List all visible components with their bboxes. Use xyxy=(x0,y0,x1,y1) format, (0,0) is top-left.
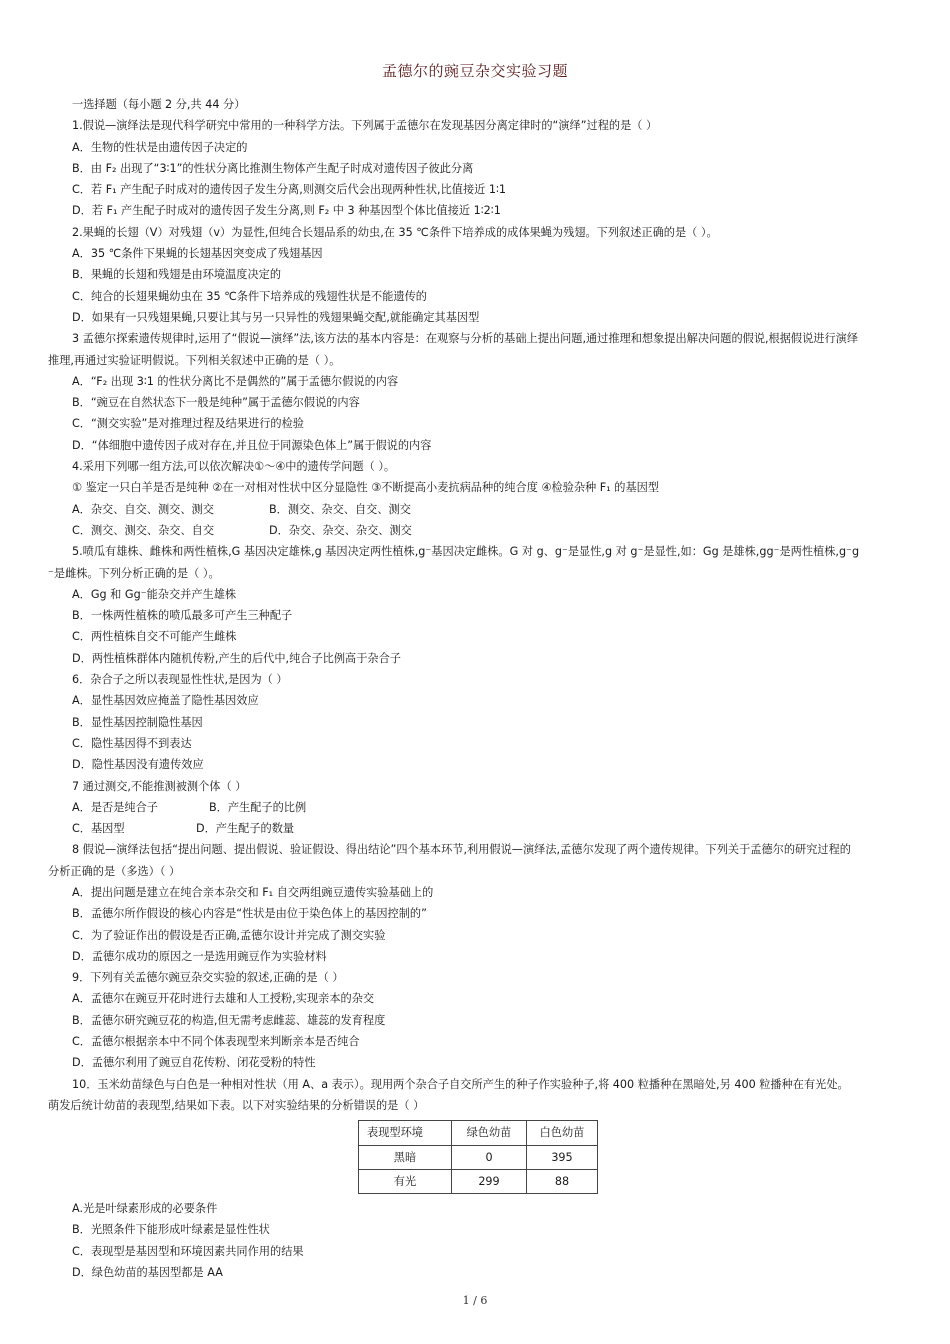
results-table xyxy=(358,1120,598,1194)
question-9-option-a: A．孟德尔在豌豆开花时进行去雄和人工授粉,实现亲本的杂交 xyxy=(72,992,375,1006)
question-6-option-a: A．显性基因效应掩盖了隐性基因效应 xyxy=(72,694,259,708)
question-7-option-a: A．是否是纯合子 xyxy=(72,800,158,814)
question-8-option-c: C．为了验证作出的假设是否正确,孟德尔设计并完成了测交实验 xyxy=(72,928,386,942)
question-4-stem: 4.采用下列哪一组方法,可以依次解决①～④中的遗传学问题（ ）。 xyxy=(72,460,396,474)
table-cell: 黑暗 xyxy=(359,1145,452,1169)
question-8-option-d: D．孟德尔成功的原因之一是选用豌豆作为实验材料 xyxy=(72,949,327,963)
question-6-option-d: D．隐性基因没有遗传效应 xyxy=(72,758,204,772)
question-6-option-c: C．隐性基因得不到表达 xyxy=(72,736,192,750)
question-10-stem-line-1: 10．玉米幼苗绿色与白色是一种相对性状（用 A、a 表示）。现用两个杂合子自交所产生的种子作实验种子,将 400 粒播种在黑暗处,另 400 粒播种在有光处。 xyxy=(72,1077,849,1091)
question-4-items: ① 鉴定一只白羊是否是纯种 ②在一对相对性状中区分显隐性 ③不断提高小麦抗病品种的纯合度 ④检验杂种 F₁ 的基因型 xyxy=(72,481,660,495)
question-9-stem: 9．下列有关孟德尔豌豆杂交实验的叙述,正确的是（ ） xyxy=(72,971,344,985)
question-8-stem-line-1: 8 假说—演绎法包括“提出问题、提出假说、验证假设、得出结论”四个基本环节,利用假说—演绎法,孟德尔发现了两个遗传规律。下列关于孟德尔的研究过程的 xyxy=(72,843,851,857)
table-cell: 395 xyxy=(527,1145,598,1169)
question-10-option-b: B．光照条件下能形成叶绿素是显性性状 xyxy=(72,1223,270,1237)
question-4-options-row-1 xyxy=(48,499,902,520)
question-2-option-b: B．果蝇的长翅和残翅是由环境温度决定的 xyxy=(72,268,282,282)
question-9-option-d: D．孟德尔利用了豌豆自花传粉、闭花受粉的特性 xyxy=(72,1056,316,1070)
question-10-option-a: A.光是叶绿素形成的必要条件 xyxy=(72,1202,218,1216)
question-9-option-c: C．孟德尔根据亲本中不同个体表现型来判断亲本是否纯合 xyxy=(72,1035,360,1049)
question-9-option-b: B．孟德尔研究豌豆花的构造,但无需考虑雌蕊、雄蕊的发育程度 xyxy=(72,1013,386,1027)
question-2-option-d: D．如果有一只残翅果蝇,只要让其与另一只异性的残翅果蝇交配,就能确定其基因型 xyxy=(72,310,480,324)
question-3-stem-line-1: 3 孟德尔探索遗传规律时,运用了“假说—演绎”法,该方法的基本内容是：在观察与分析的基础上提出问题,通过推理和想象提出解决问题的假说,根据假说进行演绎 xyxy=(72,332,859,346)
question-3-option-a: A．“F₂ 出现 3∶1 的性状分离比不是偶然的”属于孟德尔假说的内容 xyxy=(72,374,399,388)
question-4-option-b: B．测交、杂交、自交、测交 xyxy=(269,502,411,516)
table-row xyxy=(359,1169,598,1193)
question-1-stem: 1.假说—演绎法是现代科学研究中常用的一种科学方法。下列属于孟德尔在发现基因分离定律时的“演绎”过程的是（ ） xyxy=(72,119,658,133)
question-10-option-c: C．表现型是基因型和环境因素共同作用的结果 xyxy=(72,1244,304,1258)
table-row xyxy=(359,1145,598,1169)
question-7-option-c: C．基因型 xyxy=(72,822,125,836)
question-3-option-c: C．“测交实验”是对推理过程及结果进行的检验 xyxy=(72,417,304,431)
question-5-stem-line-1: 5.喷瓜有雄株、雌株和两性植株,G 基因决定雄株,g 基因决定两性植株,g⁻基因决定雌株。G 对 g、g⁻是显性,g 对 g⁻是显性,如：Gg 是雄株,gg⁻是两性植株,g⁻g xyxy=(72,545,860,559)
question-10-option-d: D．绿色幼苗的基因型都是 AA xyxy=(72,1266,223,1280)
table-cell: 299 xyxy=(452,1169,527,1193)
question-6-option-b: B．显性基因控制隐性基因 xyxy=(72,715,203,729)
question-5-stem-line-2: ⁻是雌株。下列分析正确的是（ ）。 xyxy=(48,566,220,580)
question-4-option-c: C．测交、测交、杂交、自交 xyxy=(72,523,215,537)
question-8-option-a: A．提出问题是建立在纯合亲本杂交和 F₁ 自交两组豌豆遗传实验基础上的 xyxy=(72,885,434,899)
question-4-options-row-2 xyxy=(48,520,902,541)
table-header-cell: 绿色幼苗 xyxy=(452,1121,527,1145)
section-heading: 一选择题（每小题 2 分,共 44 分） xyxy=(72,98,246,111)
table-cell: 0 xyxy=(452,1145,527,1169)
question-7-option-b: B．产生配子的比例 xyxy=(209,800,307,814)
table-header-cell: 表现型环境 xyxy=(359,1121,452,1145)
question-5-option-b: B．一株两性植株的喷瓜最多可产生三种配子 xyxy=(72,609,293,623)
table-cell: 有光 xyxy=(359,1169,452,1193)
question-2-option-a: A．35 ℃条件下果蝇的长翅基因突变成了残翅基因 xyxy=(72,247,323,261)
question-5-option-c: C．两性植株自交不可能产生雌株 xyxy=(72,630,237,644)
question-4-option-d: D．杂交、杂交、杂交、测交 xyxy=(269,523,412,537)
document-body xyxy=(48,94,902,1283)
question-1-option-a: A．生物的性状是由遗传因子决定的 xyxy=(72,140,248,154)
question-1-option-d: D．若 F₁ 产生配子时成对的遗传因子发生分离,则 F₂ 中 3 种基因型个体比值接近 1∶2∶1 xyxy=(72,204,501,218)
question-3-option-d: D．“体细胞中遗传因子成对存在,并且位于同源染色体上”属于假说的内容 xyxy=(72,438,432,452)
question-7-options-row-2 xyxy=(48,818,902,839)
question-8-option-b: B．孟德尔所作假设的核心内容是“性状是由位于染色体上的基因控制的” xyxy=(72,907,427,921)
question-4-option-a: A．杂交、自交、测交、测交 xyxy=(72,502,214,516)
question-3-stem-line-2: 推理,再通过实验证明假说。下列相关叙述中正确的是（ ）。 xyxy=(48,353,341,367)
question-6-stem: 6．杂合子之所以表现显性性状,是因为（ ） xyxy=(72,673,288,687)
question-2-option-c: C．纯合的长翅果蝇幼虫在 35 ℃条件下培养成的残翅性状是不能遗传的 xyxy=(72,289,427,303)
question-7-option-d: D．产生配子的数量 xyxy=(196,822,295,836)
question-7-stem: 7 通过测交,不能推测被测个体（ ） xyxy=(72,779,247,793)
question-3-option-b: B．“豌豆在自然状态下一般是纯种”属于孟德尔假说的内容 xyxy=(72,396,360,410)
question-8-stem-line-2: 分析正确的是（多选）（ ） xyxy=(48,864,181,878)
table-header-cell: 白色幼苗 xyxy=(527,1121,598,1145)
page-title: 孟德尔的豌豆杂交实验习题 xyxy=(381,62,568,80)
question-5-option-a: A．Gg 和 Gg⁻能杂交并产生雄株 xyxy=(72,587,237,601)
question-10-stem-line-2: 萌发后统计幼苗的表现型,结果如下表。以下对实验结果的分析错误的是（ ） xyxy=(48,1098,425,1112)
question-1-option-c: C．若 F₁ 产生配子时成对的遗传因子发生分离,则测交后代会出现两种性状,比值接近 1∶1 xyxy=(72,183,507,197)
question-2-stem: 2.果蝇的长翅（V）对残翅（v）为显性,但纯合长翅品系的幼虫,在 35 ℃条件下培养成的成体果蝇为残翅。下列叙述正确的是（ ）。 xyxy=(72,225,718,239)
page-number: 1 / 6 xyxy=(462,1294,488,1307)
table-header-row xyxy=(359,1121,598,1145)
table-cell: 88 xyxy=(527,1169,598,1193)
question-1-option-b: B．由 F₂ 出现了“3∶1”的性状分离比推测生物体产生配子时成对遗传因子彼此分离 xyxy=(72,161,474,175)
question-5-option-d: D．两性植株群体内随机传粉,产生的后代中,纯合子比例高于杂合子 xyxy=(72,651,401,665)
question-7-options-row-1 xyxy=(48,797,902,818)
